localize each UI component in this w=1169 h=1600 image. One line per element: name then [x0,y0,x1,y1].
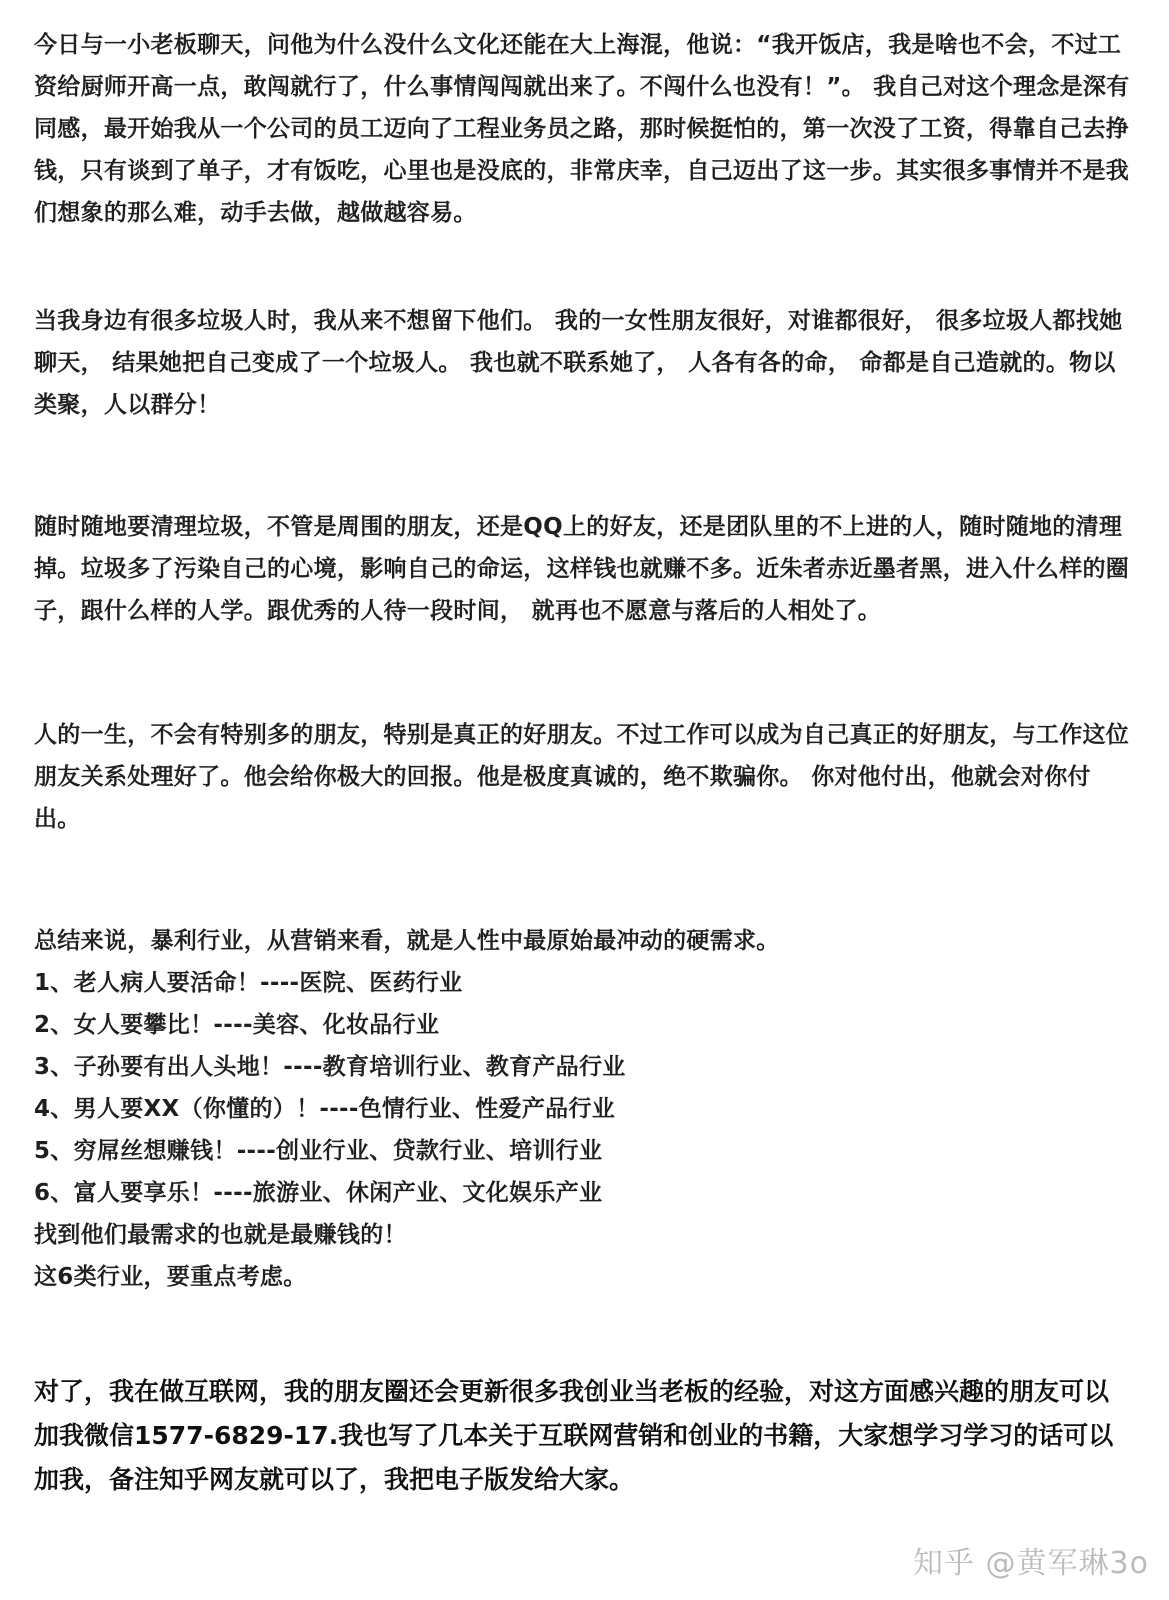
paragraph-3: 随时随地要清理垃圾，不管是周围的朋友，还是QQ上的好友，还是团队里的不上进的人，随时随地的清理掉。垃圾多了污染自己的心境，影响自己的命运，这样钱也就赚不多。近朱者赤近墨者黑，进入什么样的圈子，跟什么样的人学。跟优秀的人待一段时间， 就再也不愿意与落后的人相处了。 [34,514,1130,624]
paragraph-2: 当我身边有很多垃圾人时，我从来不想留下他们。 我的一女性朋友很好，对谁都很好， 很多垃圾人都找她聊天， 结果她把自己变成了一个垃圾人。 我也就不联系她了， 人各有各的命， 命都是自己造就的。物以类聚，人以群分！ [34,308,1123,418]
summary-note: 这6类行业，要重点考虑。 [34,1264,307,1290]
summary-item-3: 3、子孙要有出人头地！----教育培训行业、教育产品行业 [34,1054,626,1080]
summary-item-5: 5、穷屌丝想赚钱！----创业行业、贷款行业、培训行业 [34,1138,603,1164]
paragraph-1: 今日与一小老板聊天，问他为什么没什么文化还能在大上海混，他说：“我开饭店，我是啥也不会，不过工资给厨师开高一点，敢闯就行了，什么事情闯闯就出来了。不闯什么也没有！”。 我自己对这个理念是深有同感，最开始我从一个公司的员工迈向了工程业务员之路，那时候挺怕的，第一次没了工资，得靠自己去挣钱，只有谈到了单子，才有饭吃，心里也是没底的，非常庆幸，自己迈出了这一步。其实很多事情并不是我们想象的那么难，动手去做，越做越容易。 [34,32,1130,226]
summary-intro: 总结来说，暴利行业，从营销来看，就是人性中最原始最冲动的硬需求。 [34,928,780,954]
paragraph-4: 人的一生，不会有特别多的朋友，特别是真正的好朋友。不过工作可以成为自己真正的好朋友，与工作这位朋友关系处理好了。他会给你极大的回报。他是极度真诚的，绝不欺骗你。 你对他付出，他就会对你付出。 [34,722,1130,832]
summary-item-6: 6、富人要享乐！----旅游业、休闲产业、文化娱乐产业 [34,1180,603,1206]
summary-item-1: 1、老人病人要活命！----医院、医药行业 [34,970,463,996]
summary-item-2: 2、女人要攀比！----美容、化妆品行业 [34,1012,440,1038]
closing-paragraph: 对了，我在做互联网，我的朋友圈还会更新很多我创业当老板的经验，对这方面感兴趣的朋友可以加我微信1577-6829-17.我也写了几本关于互联网营销和创业的书籍，大家想学习学习的话可以加我，备注知乎网友就可以了，我把电子版发给大家。 [34,1377,1114,1494]
summary-item-4: 4、男人要XX（你懂的）！----色情行业、性爱产品行业 [34,1096,616,1122]
zhihu-watermark: 知乎 @黄军琳3o [913,1546,1149,1581]
summary-conclusion: 找到他们最需求的也就是最赚钱的！ [34,1222,407,1248]
article-body [34,24,1134,1527]
summary-list [34,920,1134,1298]
